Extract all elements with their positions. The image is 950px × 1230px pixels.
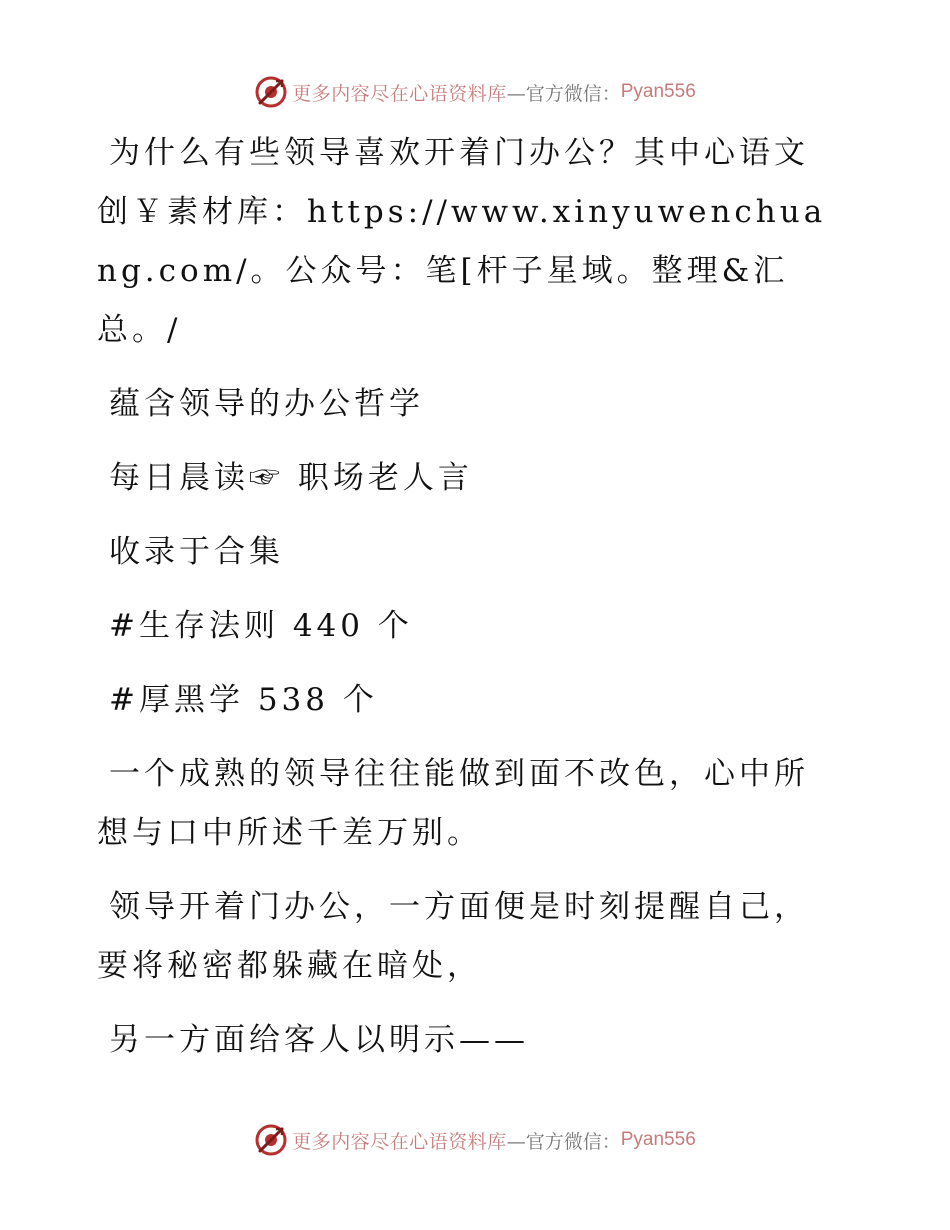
banner-wechat-id: Pyan556 <box>620 1129 696 1150</box>
header-watermark-banner <box>0 70 950 114</box>
paragraph-body-3: 另一方面给客人以明示—— <box>109 1022 529 1058</box>
paragraph-subtitle: 蕴含领导的办公哲学 <box>109 386 424 422</box>
brand-logo-icon <box>254 1123 288 1157</box>
banner-slogan: 更多内容尽在心语资料库 <box>292 1130 507 1153</box>
banner-slogan: 更多内容尽在心语资料库 <box>292 82 507 105</box>
paragraph-body-2: 领导开着门办公，一方面便是时刻提醒自己，要将秘密都躲藏在暗处， <box>97 889 809 984</box>
paragraph-tag-survival: #生存法则 440 个 <box>109 608 413 644</box>
paragraph-collection-label: 收录于合集 <box>109 534 284 570</box>
paragraph-tag-thick-black: #厚黑学 538 个 <box>109 682 378 718</box>
paragraph-column: 每日晨读☞ 职场老人言 <box>109 460 473 496</box>
brand-logo-icon <box>254 75 288 109</box>
footer-watermark-banner <box>0 1118 950 1162</box>
paragraph-body-1: 一个成熟的领导往往能做到面不改色，心中所想与口中所述千差万别。 <box>97 756 809 851</box>
paragraph-title-line: 为什么有些领导喜欢开着门办公？其中心语文创￥素材库：https://www.xinyuwenchuang.com/。公众号：笔[杆子星域。整理&汇总。/ <box>97 135 827 348</box>
document-body <box>97 124 837 1085</box>
banner-separator: —官方微信： <box>506 82 621 105</box>
banner-separator: —官方微信： <box>506 1130 621 1153</box>
banner-wechat-id: Pyan556 <box>620 81 696 102</box>
